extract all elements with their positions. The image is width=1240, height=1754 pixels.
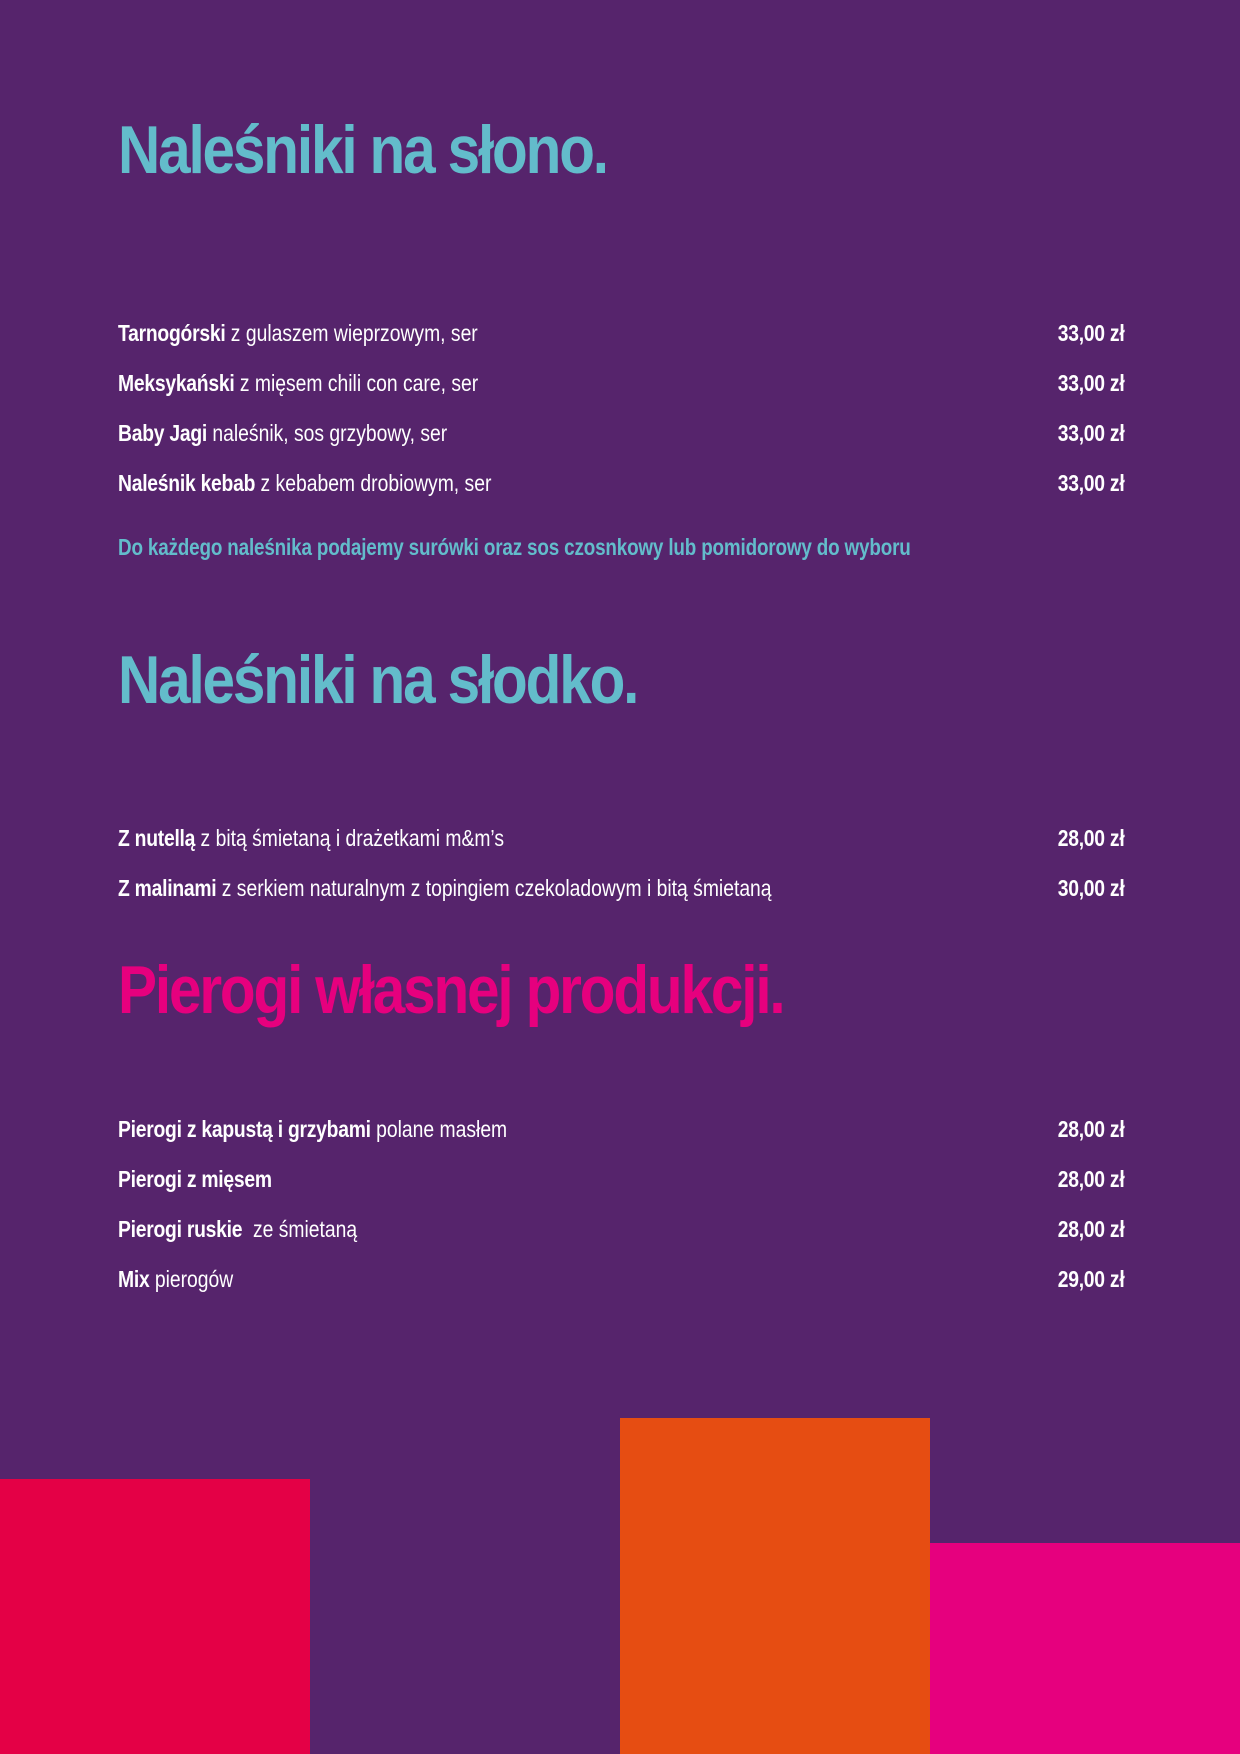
section-pierogi: [118, 950, 1124, 1304]
item-price: 29,00 zł: [1057, 1265, 1124, 1292]
item-name: Pierogi z mięsem: [118, 1165, 272, 1192]
item-price: 33,00 zł: [1057, 469, 1124, 496]
menu-item: [118, 308, 1124, 358]
item-price: 33,00 zł: [1057, 319, 1124, 346]
menu-item: [118, 1154, 1124, 1204]
item-name: Tarnogórski: [118, 319, 226, 346]
section-title: Naleśniki na słodko.: [118, 642, 638, 718]
item-name: Pierogi ruskie: [118, 1215, 243, 1242]
item-description: z bitą śmietaną i drażetkami m&m’s: [195, 824, 505, 851]
item-name: Baby Jagi: [118, 419, 208, 446]
item-text: [118, 825, 504, 852]
menu-item: [118, 458, 1124, 508]
menu-item: [118, 1104, 1124, 1154]
item-text: [118, 1116, 507, 1143]
item-description: polane masłem: [370, 1115, 508, 1142]
item-description: naleśnik, sos grzybowy, ser: [207, 419, 448, 446]
item-text: [118, 875, 772, 902]
item-text: [118, 420, 447, 447]
item-text: [118, 1266, 233, 1293]
item-description: ze śmietaną: [242, 1215, 358, 1242]
section-note: Do każdego naleśnika podajemy surówki oraz sos czosnkowy lub pomidorowy do wyboru: [118, 534, 911, 560]
menu-item: [118, 863, 1124, 913]
item-price: 28,00 zł: [1057, 1165, 1124, 1192]
item-text: [118, 370, 478, 397]
menu-list: [118, 1104, 1124, 1304]
decorative-magenta-block: [930, 1543, 1240, 1754]
item-description: z kebabem drobiowym, ser: [255, 469, 492, 496]
item-price: 28,00 zł: [1057, 1215, 1124, 1242]
item-description: z gulaszem wieprzowym, ser: [225, 319, 478, 346]
item-name: Meksykański: [118, 369, 235, 396]
item-price: 28,00 zł: [1057, 1115, 1124, 1142]
menu-item: [118, 1204, 1124, 1254]
item-text: [118, 320, 478, 347]
item-description: pierogów: [149, 1265, 234, 1292]
item-price: 30,00 zł: [1057, 874, 1124, 901]
item-price: 33,00 zł: [1057, 419, 1124, 446]
item-text: [118, 470, 491, 497]
section-title: Pierogi własnej produkcji.: [118, 952, 784, 1028]
section-title: Naleśniki na słono.: [118, 112, 607, 188]
item-description: z mięsem chili con care, ser: [234, 369, 479, 396]
menu-list: [118, 813, 1124, 913]
menu-item: [118, 1254, 1124, 1304]
menu-list: [118, 308, 1124, 508]
menu-item: [118, 408, 1124, 458]
item-name: Pierogi z kapustą i grzybami: [118, 1115, 371, 1142]
section-savory-pancakes: [118, 110, 1124, 561]
item-name: Z malinami: [118, 874, 217, 901]
item-description: z serkiem naturalnym z topingiem czekoladowym i bitą śmietaną: [216, 874, 772, 901]
menu-item: [118, 358, 1124, 408]
item-name: Naleśnik kebab: [118, 469, 256, 496]
menu-item: [118, 813, 1124, 863]
item-price: 33,00 zł: [1057, 369, 1124, 396]
decorative-orange-block: [620, 1418, 930, 1754]
section-sweet-pancakes: [118, 640, 1124, 913]
decorative-red-block: [0, 1479, 310, 1754]
item-text: [118, 1216, 357, 1243]
item-text: [118, 1166, 272, 1193]
item-name: Mix: [118, 1265, 150, 1292]
item-name: Z nutellą: [118, 824, 196, 851]
item-price: 28,00 zł: [1057, 824, 1124, 851]
